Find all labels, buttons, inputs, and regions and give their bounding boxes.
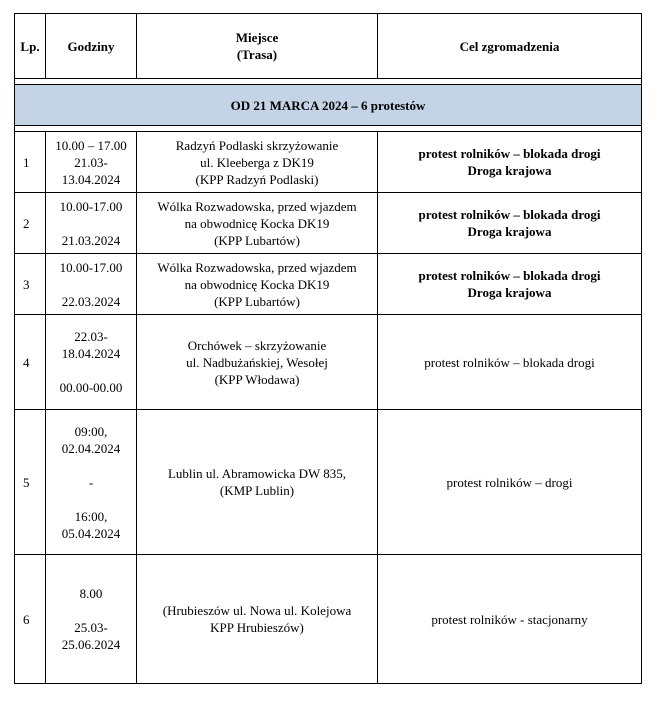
hours-blank-line xyxy=(49,457,133,474)
hours-line: 21.03.2024 xyxy=(61,232,121,248)
cell-hours xyxy=(46,193,137,254)
hours-line: 8.00 xyxy=(79,586,103,601)
protest-schedule-table xyxy=(14,13,642,684)
place-line: (KPP Radzyń Podlaski) xyxy=(195,171,319,187)
table-row xyxy=(15,555,642,684)
cell-place xyxy=(137,132,378,193)
cell-lp: 5 xyxy=(15,410,46,555)
hours-line: 10.00-17.00 xyxy=(59,198,123,214)
cell-goal xyxy=(378,555,642,684)
goal-line: Droga krajowa xyxy=(467,285,552,300)
table-row xyxy=(15,254,642,315)
hours-line: 25.06.2024 xyxy=(61,637,121,652)
hours-line: 22.03.2024 xyxy=(61,293,121,309)
header-goal: Cel zgromadzenia xyxy=(378,14,642,79)
goal-line: protest rolników - stacjonarny xyxy=(431,611,588,627)
cell-place xyxy=(137,193,378,254)
hours-line: 05.04.2024 xyxy=(61,525,121,541)
cell-hours xyxy=(46,315,137,410)
hours-line: 02.04.2024 xyxy=(61,440,121,456)
place-line: na obwodnicę Kocka DK19 xyxy=(184,276,330,292)
place-line: (KPP Włodawa) xyxy=(214,371,300,387)
hours-line: 10.00 – 17.00 xyxy=(55,137,127,153)
place-line: ul. Kleeberga z DK19 xyxy=(200,154,314,170)
goal-line: Droga krajowa xyxy=(467,163,552,178)
cell-lp: 4 xyxy=(15,315,46,410)
hours-blank-line xyxy=(49,362,133,379)
hours-line: - xyxy=(88,474,94,490)
hours-line: 21.03- xyxy=(74,154,108,170)
cell-place xyxy=(137,410,378,555)
goal-line: protest rolników – blokada drogi xyxy=(418,207,601,222)
cell-place xyxy=(137,555,378,684)
table-row xyxy=(15,193,642,254)
cell-place xyxy=(137,315,378,410)
cell-goal xyxy=(378,132,642,193)
hours-line: 16:00, xyxy=(74,508,108,524)
cell-hours xyxy=(46,410,137,555)
header-place-line1: Miejsce xyxy=(235,30,279,45)
goal-line: protest rolników – blokada drogi xyxy=(418,268,601,283)
hours-blank-line xyxy=(49,276,133,293)
cell-hours xyxy=(46,555,137,684)
hours-blank-line xyxy=(49,602,133,619)
hours-line: 10.00-17.00 xyxy=(59,259,123,275)
place-line: Radzyń Podlaski skrzyżowanie xyxy=(175,137,339,153)
place-line: ul. Nadbużańskiej, Wesołej xyxy=(186,354,328,370)
goal-line: protest rolników – blokada drogi xyxy=(418,146,601,161)
header-lp: Lp. xyxy=(15,14,46,79)
place-line: KPP Hrubieszów) xyxy=(210,620,304,635)
table-row xyxy=(15,410,642,555)
hours-line: 00.00-00.00 xyxy=(59,380,123,395)
cell-goal xyxy=(378,254,642,315)
section-title: OD 21 MARCA 2024 – 6 protestów xyxy=(15,85,642,126)
hours-line: 18.04.2024 xyxy=(61,346,121,361)
header-hours: Godziny xyxy=(46,14,137,79)
header-place xyxy=(137,14,378,79)
goal-line: protest rolników – blokada drogi xyxy=(424,354,595,370)
cell-lp: 6 xyxy=(15,555,46,684)
header-place-line2: (Trasa) xyxy=(236,47,278,62)
table-row xyxy=(15,315,642,410)
cell-hours xyxy=(46,254,137,315)
place-line: (KMP Lublin) xyxy=(219,483,295,498)
place-line: (Hrubieszów ul. Nowa ul. Kolejowa xyxy=(162,603,352,618)
place-line: Wólka Rozwadowska, przed wjazdem xyxy=(157,259,357,275)
table-row xyxy=(15,132,642,193)
hours-line: 13.04.2024 xyxy=(61,171,121,187)
hours-line: 22.03- xyxy=(74,329,108,344)
cell-lp: 2 xyxy=(15,193,46,254)
cell-lp: 3 xyxy=(15,254,46,315)
place-line: Orchówek – skrzyżowanie xyxy=(187,337,327,353)
cell-goal xyxy=(378,315,642,410)
hours-blank-line xyxy=(49,215,133,232)
cell-goal xyxy=(378,193,642,254)
place-line: Wólka Rozwadowska, przed wjazdem xyxy=(157,198,357,214)
goal-line: protest rolników – drogi xyxy=(446,474,573,490)
place-line: na obwodnicę Kocka DK19 xyxy=(184,215,330,231)
place-line: (KPP Lubartów) xyxy=(214,232,300,248)
hours-line: 09:00, xyxy=(74,423,108,439)
hours-blank-line xyxy=(49,491,133,508)
table-header-row xyxy=(15,14,642,79)
cell-hours xyxy=(46,132,137,193)
goal-line: Droga krajowa xyxy=(467,224,552,239)
place-line: Lublin ul. Abramowicka DW 835, xyxy=(167,466,347,481)
section-header-row xyxy=(15,85,642,126)
cell-lp: 1 xyxy=(15,132,46,193)
cell-place xyxy=(137,254,378,315)
cell-goal xyxy=(378,410,642,555)
hours-line: 25.03- xyxy=(74,620,108,635)
place-line: (KPP Lubartów) xyxy=(214,293,300,309)
